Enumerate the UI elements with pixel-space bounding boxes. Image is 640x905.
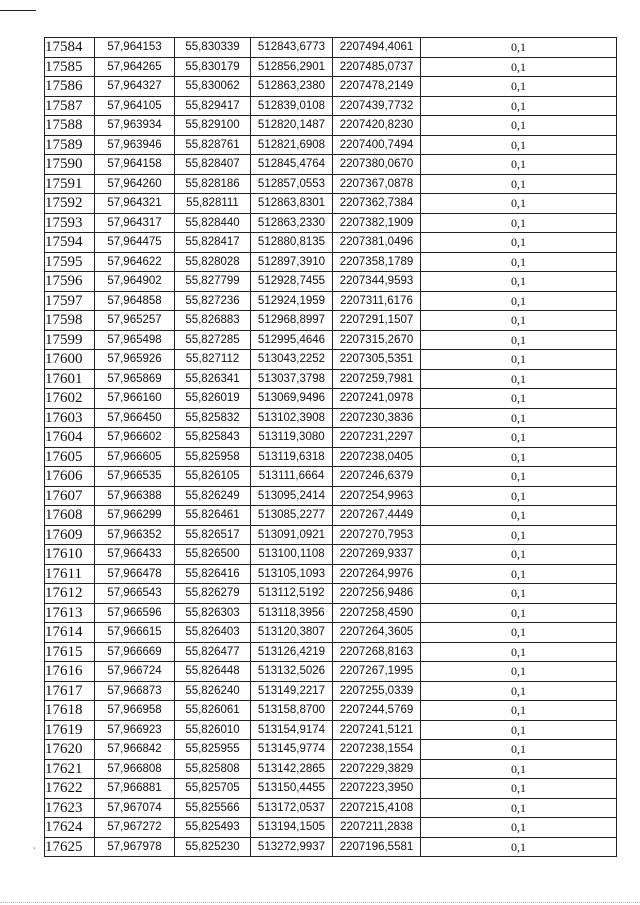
table-row <box>45 57 617 77</box>
x-coordinate-cell: 513111,6664 <box>251 467 333 487</box>
error-cell: 0,1 <box>421 213 617 233</box>
longitude-cell: 55,826477 <box>175 642 251 662</box>
y-coordinate-cell: 2207258,4590 <box>333 603 421 623</box>
x-coordinate-cell: 512924,1959 <box>251 291 333 311</box>
point-number-cell: 17585 <box>45 57 95 77</box>
latitude-cell: 57,964105 <box>95 96 175 116</box>
point-number-cell: 17604 <box>45 428 95 448</box>
point-number-cell: 17622 <box>45 779 95 799</box>
y-coordinate-cell: 2207230,3836 <box>333 408 421 428</box>
table-row <box>45 194 617 214</box>
point-number-cell: 17624 <box>45 818 95 838</box>
longitude-cell: 55,826249 <box>175 486 251 506</box>
error-cell: 0,1 <box>421 252 617 272</box>
table-row <box>45 38 617 58</box>
longitude-cell: 55,825493 <box>175 818 251 838</box>
table-row <box>45 135 617 155</box>
latitude-cell: 57,963934 <box>95 116 175 136</box>
longitude-cell: 55,829417 <box>175 96 251 116</box>
error-cell: 0,1 <box>421 486 617 506</box>
x-coordinate-cell: 512928,7455 <box>251 272 333 292</box>
point-number-cell: 17619 <box>45 720 95 740</box>
point-number-cell: 17589 <box>45 135 95 155</box>
x-coordinate-cell: 513126,4219 <box>251 642 333 662</box>
point-number-cell: 17621 <box>45 759 95 779</box>
point-number-cell: 17618 <box>45 701 95 721</box>
y-coordinate-cell: 2207238,0405 <box>333 447 421 467</box>
table-row <box>45 213 617 233</box>
x-coordinate-cell: 512863,2380 <box>251 77 333 97</box>
point-number-cell: 17593 <box>45 213 95 233</box>
latitude-cell: 57,965498 <box>95 330 175 350</box>
error-cell: 0,1 <box>421 428 617 448</box>
error-cell: 0,1 <box>421 408 617 428</box>
x-coordinate-cell: 513158,8700 <box>251 701 333 721</box>
error-cell: 0,1 <box>421 525 617 545</box>
latitude-cell: 57,966615 <box>95 623 175 643</box>
latitude-cell: 57,966958 <box>95 701 175 721</box>
point-number-cell: 17611 <box>45 564 95 584</box>
y-coordinate-cell: 2207264,9976 <box>333 564 421 584</box>
error-cell: 0,1 <box>421 662 617 682</box>
latitude-cell: 57,966669 <box>95 642 175 662</box>
point-number-cell: 17607 <box>45 486 95 506</box>
x-coordinate-cell: 512968,8997 <box>251 311 333 331</box>
latitude-cell: 57,966352 <box>95 525 175 545</box>
point-number-cell: 17606 <box>45 467 95 487</box>
point-number-cell: 17608 <box>45 506 95 526</box>
latitude-cell: 57,964475 <box>95 233 175 253</box>
longitude-cell: 55,830339 <box>175 38 251 58</box>
y-coordinate-cell: 2207211,2838 <box>333 818 421 838</box>
x-coordinate-cell: 513043,2252 <box>251 350 333 370</box>
table-row <box>45 174 617 194</box>
longitude-cell: 55,825566 <box>175 798 251 818</box>
error-cell: 0,1 <box>421 96 617 116</box>
point-number-cell: 17590 <box>45 155 95 175</box>
latitude-cell: 57,965869 <box>95 369 175 389</box>
point-number-cell: 17597 <box>45 291 95 311</box>
y-coordinate-cell: 2207439,7732 <box>333 96 421 116</box>
longitude-cell: 55,826303 <box>175 603 251 623</box>
latitude-cell: 57,964265 <box>95 57 175 77</box>
latitude-cell: 57,964158 <box>95 155 175 175</box>
y-coordinate-cell: 2207311,6176 <box>333 291 421 311</box>
y-coordinate-cell: 2207254,9963 <box>333 486 421 506</box>
latitude-cell: 57,966299 <box>95 506 175 526</box>
point-number-cell: 17591 <box>45 174 95 194</box>
y-coordinate-cell: 2207229,3829 <box>333 759 421 779</box>
latitude-cell: 57,965257 <box>95 311 175 331</box>
error-cell: 0,1 <box>421 174 617 194</box>
longitude-cell: 55,826341 <box>175 369 251 389</box>
bottom-dotted-rule <box>0 902 640 903</box>
point-number-cell: 17610 <box>45 545 95 565</box>
latitude-cell: 57,966478 <box>95 564 175 584</box>
table-row <box>45 233 617 253</box>
longitude-cell: 55,828407 <box>175 155 251 175</box>
table-row <box>45 252 617 272</box>
longitude-cell: 55,828440 <box>175 213 251 233</box>
x-coordinate-cell: 513112,5192 <box>251 584 333 604</box>
x-coordinate-cell: 512863,2330 <box>251 213 333 233</box>
x-coordinate-cell: 513145,9774 <box>251 740 333 760</box>
latitude-cell: 57,966433 <box>95 545 175 565</box>
point-number-cell: 17609 <box>45 525 95 545</box>
x-coordinate-cell: 513149,2217 <box>251 681 333 701</box>
x-coordinate-cell: 513100,1108 <box>251 545 333 565</box>
longitude-cell: 55,825705 <box>175 779 251 799</box>
latitude-cell: 57,965926 <box>95 350 175 370</box>
point-number-cell: 17596 <box>45 272 95 292</box>
latitude-cell: 57,964153 <box>95 38 175 58</box>
latitude-cell: 57,967074 <box>95 798 175 818</box>
latitude-cell: 57,964327 <box>95 77 175 97</box>
x-coordinate-cell: 512843,6773 <box>251 38 333 58</box>
longitude-cell: 55,828028 <box>175 252 251 272</box>
longitude-cell: 55,826403 <box>175 623 251 643</box>
error-cell: 0,1 <box>421 681 617 701</box>
y-coordinate-cell: 2207420,8230 <box>333 116 421 136</box>
error-cell: 0,1 <box>421 564 617 584</box>
error-cell: 0,1 <box>421 545 617 565</box>
error-cell: 0,1 <box>421 155 617 175</box>
y-coordinate-cell: 2207291,1507 <box>333 311 421 331</box>
x-coordinate-cell: 513119,3080 <box>251 428 333 448</box>
latitude-cell: 57,967978 <box>95 837 175 857</box>
x-coordinate-cell: 513150,4455 <box>251 779 333 799</box>
x-coordinate-cell: 513085,2277 <box>251 506 333 526</box>
y-coordinate-cell: 2207400,7494 <box>333 135 421 155</box>
y-coordinate-cell: 2207196,5581 <box>333 837 421 857</box>
latitude-cell: 57,966724 <box>95 662 175 682</box>
error-cell: 0,1 <box>421 623 617 643</box>
point-number-cell: 17617 <box>45 681 95 701</box>
table-row <box>45 681 617 701</box>
error-cell: 0,1 <box>421 837 617 857</box>
x-coordinate-cell: 513095,2414 <box>251 486 333 506</box>
latitude-cell: 57,967272 <box>95 818 175 838</box>
table-row <box>45 350 617 370</box>
longitude-cell: 55,826461 <box>175 506 251 526</box>
table-row <box>45 96 617 116</box>
x-coordinate-cell: 512845,4764 <box>251 155 333 175</box>
point-number-cell: 17592 <box>45 194 95 214</box>
longitude-cell: 55,825955 <box>175 740 251 760</box>
longitude-cell: 55,828186 <box>175 174 251 194</box>
x-coordinate-cell: 513091,0921 <box>251 525 333 545</box>
latitude-cell: 57,964902 <box>95 272 175 292</box>
error-cell: 0,1 <box>421 194 617 214</box>
x-coordinate-cell: 513119,6318 <box>251 447 333 467</box>
longitude-cell: 55,828111 <box>175 194 251 214</box>
table-row <box>45 428 617 448</box>
longitude-cell: 55,826105 <box>175 467 251 487</box>
y-coordinate-cell: 2207255,0339 <box>333 681 421 701</box>
longitude-cell: 55,827112 <box>175 350 251 370</box>
x-coordinate-cell: 512857,0553 <box>251 174 333 194</box>
table-row <box>45 545 617 565</box>
error-cell: 0,1 <box>421 506 617 526</box>
x-coordinate-cell: 513105,1093 <box>251 564 333 584</box>
longitude-cell: 55,827236 <box>175 291 251 311</box>
error-cell: 0,1 <box>421 798 617 818</box>
table-row <box>45 311 617 331</box>
point-number-cell: 17615 <box>45 642 95 662</box>
x-coordinate-cell: 513132,5026 <box>251 662 333 682</box>
x-coordinate-cell: 512880,8135 <box>251 233 333 253</box>
longitude-cell: 55,825832 <box>175 408 251 428</box>
longitude-cell: 55,829100 <box>175 116 251 136</box>
y-coordinate-cell: 2207269,9337 <box>333 545 421 565</box>
y-coordinate-cell: 2207267,1995 <box>333 662 421 682</box>
latitude-cell: 57,966602 <box>95 428 175 448</box>
longitude-cell: 55,826883 <box>175 311 251 331</box>
error-cell: 0,1 <box>421 584 617 604</box>
longitude-cell: 55,827799 <box>175 272 251 292</box>
x-coordinate-cell: 512897,3910 <box>251 252 333 272</box>
latitude-cell: 57,966388 <box>95 486 175 506</box>
error-cell: 0,1 <box>421 116 617 136</box>
latitude-cell: 57,966596 <box>95 603 175 623</box>
longitude-cell: 55,828761 <box>175 135 251 155</box>
y-coordinate-cell: 2207223,3950 <box>333 779 421 799</box>
error-cell: 0,1 <box>421 311 617 331</box>
error-cell: 0,1 <box>421 77 617 97</box>
table-row <box>45 155 617 175</box>
y-coordinate-cell: 2207268,8163 <box>333 642 421 662</box>
table-row <box>45 369 617 389</box>
x-coordinate-cell: 513142,2865 <box>251 759 333 779</box>
x-coordinate-cell: 512820,1487 <box>251 116 333 136</box>
error-cell: 0,1 <box>421 740 617 760</box>
table-row <box>45 506 617 526</box>
x-coordinate-cell: 512863,8301 <box>251 194 333 214</box>
error-cell: 0,1 <box>421 447 617 467</box>
table-row <box>45 759 617 779</box>
table-row <box>45 623 617 643</box>
longitude-cell: 55,826061 <box>175 701 251 721</box>
x-coordinate-cell: 513069,9496 <box>251 389 333 409</box>
table-row <box>45 291 617 311</box>
table-row <box>45 525 617 545</box>
y-coordinate-cell: 2207380,0670 <box>333 155 421 175</box>
point-number-cell: 17588 <box>45 116 95 136</box>
error-cell: 0,1 <box>421 272 617 292</box>
error-cell: 0,1 <box>421 603 617 623</box>
latitude-cell: 57,964260 <box>95 174 175 194</box>
point-number-cell: 17620 <box>45 740 95 760</box>
latitude-cell: 57,966873 <box>95 681 175 701</box>
error-cell: 0,1 <box>421 291 617 311</box>
table-row <box>45 447 617 467</box>
x-coordinate-cell: 512839,0108 <box>251 96 333 116</box>
table-row <box>45 272 617 292</box>
y-coordinate-cell: 2207267,4449 <box>333 506 421 526</box>
top-left-rule <box>0 10 36 11</box>
y-coordinate-cell: 2207244,5769 <box>333 701 421 721</box>
latitude-cell: 57,964317 <box>95 213 175 233</box>
longitude-cell: 55,825958 <box>175 447 251 467</box>
error-cell: 0,1 <box>421 779 617 799</box>
x-coordinate-cell: 513154,9174 <box>251 720 333 740</box>
point-number-cell: 17594 <box>45 233 95 253</box>
y-coordinate-cell: 2207382,1909 <box>333 213 421 233</box>
y-coordinate-cell: 2207367,0878 <box>333 174 421 194</box>
latitude-cell: 57,966923 <box>95 720 175 740</box>
point-number-cell: 17605 <box>45 447 95 467</box>
latitude-cell: 57,964858 <box>95 291 175 311</box>
error-cell: 0,1 <box>421 57 617 77</box>
error-cell: 0,1 <box>421 720 617 740</box>
error-cell: 0,1 <box>421 389 617 409</box>
longitude-cell: 55,826448 <box>175 662 251 682</box>
latitude-cell: 57,966450 <box>95 408 175 428</box>
table-row <box>45 720 617 740</box>
point-number-cell: 17586 <box>45 77 95 97</box>
latitude-cell: 57,966535 <box>95 467 175 487</box>
longitude-cell: 55,827285 <box>175 330 251 350</box>
longitude-cell: 55,830062 <box>175 77 251 97</box>
table-row <box>45 116 617 136</box>
table-row <box>45 837 617 857</box>
point-number-cell: 17602 <box>45 389 95 409</box>
table-row <box>45 798 617 818</box>
y-coordinate-cell: 2207358,1789 <box>333 252 421 272</box>
table-row <box>45 467 617 487</box>
x-coordinate-cell: 513118,3956 <box>251 603 333 623</box>
longitude-cell: 55,825230 <box>175 837 251 857</box>
point-number-cell: 17595 <box>45 252 95 272</box>
point-number-cell: 17614 <box>45 623 95 643</box>
longitude-cell: 55,826240 <box>175 681 251 701</box>
x-coordinate-cell: 512856,2901 <box>251 57 333 77</box>
y-coordinate-cell: 2207264,3605 <box>333 623 421 643</box>
y-coordinate-cell: 2207494,4061 <box>333 38 421 58</box>
x-coordinate-cell: 513272,9937 <box>251 837 333 857</box>
latitude-cell: 57,966605 <box>95 447 175 467</box>
table-row <box>45 584 617 604</box>
y-coordinate-cell: 2207241,0978 <box>333 389 421 409</box>
longitude-cell: 55,826500 <box>175 545 251 565</box>
table-row <box>45 330 617 350</box>
error-cell: 0,1 <box>421 135 617 155</box>
y-coordinate-cell: 2207381,0496 <box>333 233 421 253</box>
x-coordinate-cell: 512821,6908 <box>251 135 333 155</box>
point-number-cell: 17599 <box>45 330 95 350</box>
table-row <box>45 779 617 799</box>
error-cell: 0,1 <box>421 467 617 487</box>
point-number-cell: 17623 <box>45 798 95 818</box>
latitude-cell: 57,963946 <box>95 135 175 155</box>
latitude-cell: 57,966543 <box>95 584 175 604</box>
error-cell: 0,1 <box>421 701 617 721</box>
error-cell: 0,1 <box>421 759 617 779</box>
coordinates-table-body <box>45 38 617 857</box>
longitude-cell: 55,826019 <box>175 389 251 409</box>
y-coordinate-cell: 2207238,1554 <box>333 740 421 760</box>
y-coordinate-cell: 2207215,4108 <box>333 798 421 818</box>
point-number-cell: 17587 <box>45 96 95 116</box>
point-number-cell: 17625 <box>45 837 95 857</box>
table-row <box>45 701 617 721</box>
point-number-cell: 17584 <box>45 38 95 58</box>
longitude-cell: 55,826416 <box>175 564 251 584</box>
longitude-cell: 55,825843 <box>175 428 251 448</box>
point-number-cell: 17616 <box>45 662 95 682</box>
x-coordinate-cell: 513120,3807 <box>251 623 333 643</box>
point-number-cell: 17603 <box>45 408 95 428</box>
error-cell: 0,1 <box>421 350 617 370</box>
point-number-cell: 17600 <box>45 350 95 370</box>
table-row <box>45 408 617 428</box>
error-cell: 0,1 <box>421 818 617 838</box>
y-coordinate-cell: 2207231,2297 <box>333 428 421 448</box>
error-cell: 0,1 <box>421 330 617 350</box>
table-row <box>45 77 617 97</box>
longitude-cell: 55,826279 <box>175 584 251 604</box>
table-row <box>45 642 617 662</box>
table-row <box>45 603 617 623</box>
table-row <box>45 662 617 682</box>
table-row <box>45 818 617 838</box>
point-number-cell: 17613 <box>45 603 95 623</box>
y-coordinate-cell: 2207246,6379 <box>333 467 421 487</box>
point-number-cell: 17601 <box>45 369 95 389</box>
table-row <box>45 389 617 409</box>
y-coordinate-cell: 2207362,7384 <box>333 194 421 214</box>
y-coordinate-cell: 2207241,5121 <box>333 720 421 740</box>
table-row <box>45 486 617 506</box>
coordinates-table <box>44 37 617 857</box>
error-cell: 0,1 <box>421 38 617 58</box>
latitude-cell: 57,966842 <box>95 740 175 760</box>
latitude-cell: 57,964321 <box>95 194 175 214</box>
point-number-cell: 17612 <box>45 584 95 604</box>
x-coordinate-cell: 513102,3908 <box>251 408 333 428</box>
x-coordinate-cell: 513194,1505 <box>251 818 333 838</box>
error-cell: 0,1 <box>421 369 617 389</box>
y-coordinate-cell: 2207485,0737 <box>333 57 421 77</box>
x-coordinate-cell: 513037,3798 <box>251 369 333 389</box>
longitude-cell: 55,828417 <box>175 233 251 253</box>
y-coordinate-cell: 2207256,9486 <box>333 584 421 604</box>
y-coordinate-cell: 2207259,7981 <box>333 369 421 389</box>
latitude-cell: 57,966808 <box>95 759 175 779</box>
latitude-cell: 57,964622 <box>95 252 175 272</box>
y-coordinate-cell: 2207478,2149 <box>333 77 421 97</box>
error-cell: 0,1 <box>421 233 617 253</box>
latitude-cell: 57,966160 <box>95 389 175 409</box>
error-cell: 0,1 <box>421 642 617 662</box>
table-row <box>45 564 617 584</box>
y-coordinate-cell: 2207315,2670 <box>333 330 421 350</box>
margin-tick-mark: ` <box>33 846 36 856</box>
longitude-cell: 55,830179 <box>175 57 251 77</box>
table-row <box>45 740 617 760</box>
longitude-cell: 55,826010 <box>175 720 251 740</box>
longitude-cell: 55,825808 <box>175 759 251 779</box>
x-coordinate-cell: 513172,0537 <box>251 798 333 818</box>
y-coordinate-cell: 2207270,7953 <box>333 525 421 545</box>
point-number-cell: 17598 <box>45 311 95 331</box>
y-coordinate-cell: 2207305,5351 <box>333 350 421 370</box>
x-coordinate-cell: 512995,4646 <box>251 330 333 350</box>
longitude-cell: 55,826517 <box>175 525 251 545</box>
y-coordinate-cell: 2207344,9593 <box>333 272 421 292</box>
latitude-cell: 57,966881 <box>95 779 175 799</box>
